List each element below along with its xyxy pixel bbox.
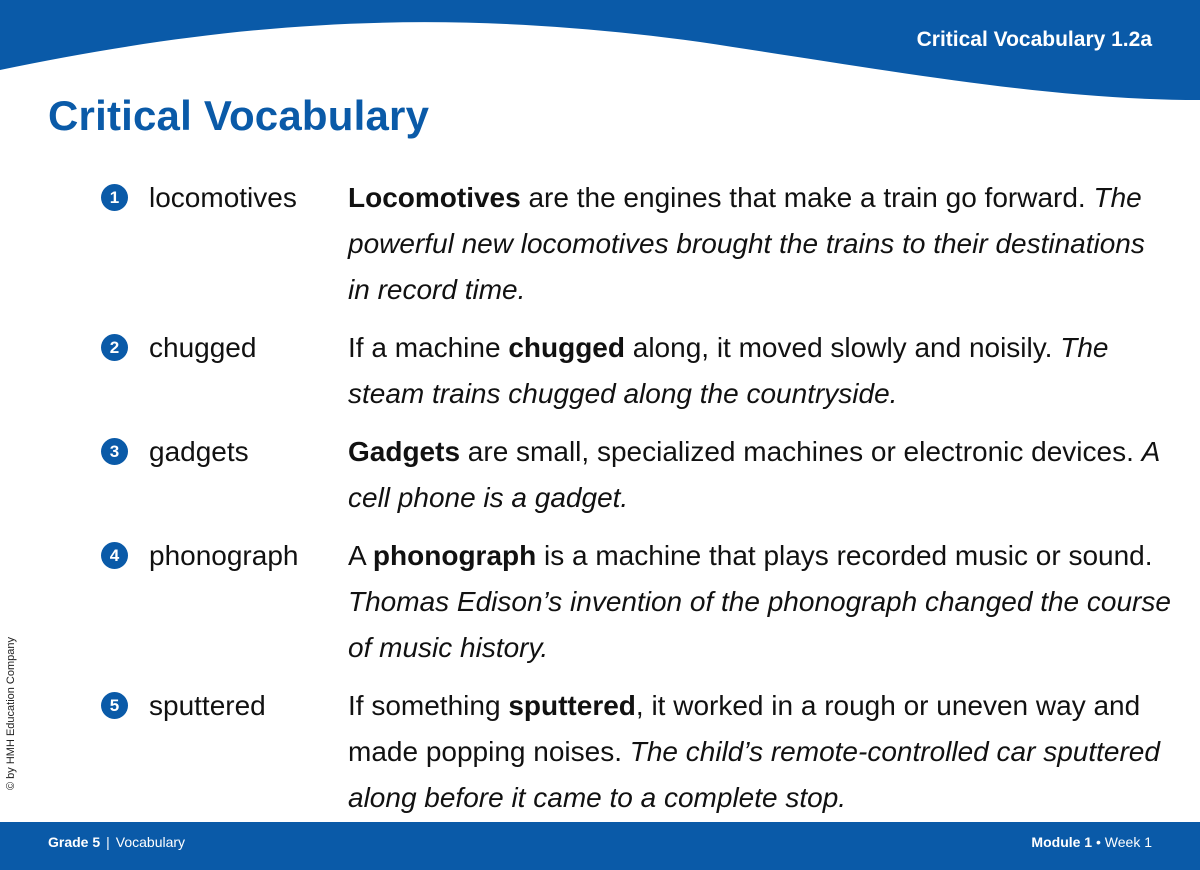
entry-number-badge: 3 [101, 438, 128, 465]
vocab-entry [101, 683, 1171, 821]
entry-number-badge: 2 [101, 334, 128, 361]
definition-text: , it worked in a rough or uneven way and made popping noises. [348, 690, 1141, 767]
header-label: Critical Vocabulary 1.2a [916, 28, 1152, 51]
footer-module: Module 1 [1031, 834, 1093, 850]
definition-text: are the engines that make a train go forward. [520, 182, 1094, 213]
footer-bullet: • [1095, 834, 1101, 850]
example-sentence: The powerful new locomotives brought the trains to their destinations in record time. [348, 182, 1145, 305]
vocab-term: chugged [149, 332, 257, 363]
vocab-entry [101, 325, 1171, 417]
vocab-definition [348, 175, 1171, 313]
vocab-term: locomotives [149, 182, 297, 213]
vocab-term: phonograph [149, 540, 299, 571]
definition-text: is a machine that plays recorded music or sound. [536, 540, 1153, 571]
definition-text: If something [348, 690, 509, 721]
definition-keyword: chugged [508, 332, 625, 363]
footer-week: Week 1 [1104, 834, 1152, 850]
definition-keyword: sputtered [508, 690, 636, 721]
example-sentence: The steam trains chugged along the countryside. [348, 332, 1109, 409]
footer-right [1031, 834, 1152, 850]
entry-number-badge: 5 [101, 692, 128, 719]
definition-text: are small, specialized machines or electronic devices. [460, 436, 1142, 467]
vocab-definition [348, 429, 1171, 521]
vocabulary-list [101, 175, 1171, 833]
vocab-entry [101, 175, 1171, 313]
definition-keyword: Locomotives [348, 182, 521, 213]
footer-subject: Vocabulary [115, 834, 186, 850]
vocab-definition [348, 533, 1171, 671]
vocab-definition [348, 683, 1171, 821]
entry-number-badge: 1 [101, 184, 128, 211]
footer-left [48, 834, 185, 850]
footer-separator: | [106, 834, 110, 850]
entry-number-badge: 4 [101, 542, 128, 569]
vocab-entry [101, 533, 1171, 671]
footer-bar [0, 822, 1200, 870]
definition-text: A [348, 540, 373, 571]
vocab-definition [348, 325, 1171, 417]
vocab-term: gadgets [149, 436, 249, 467]
vocab-entry [101, 429, 1171, 521]
page-title: Critical Vocabulary [48, 92, 430, 139]
definition-text: along, it moved slowly and noisily. [624, 332, 1061, 363]
definition-keyword: phonograph [372, 540, 537, 571]
definition-text: If a machine [348, 332, 509, 363]
example-sentence: A cell phone is a gadget. [348, 436, 1160, 513]
footer-grade: Grade 5 [48, 834, 101, 850]
vocab-term: sputtered [149, 690, 266, 721]
example-sentence: The child’s remote-controlled car sputtered along before it came to a complete stop. [348, 736, 1160, 813]
example-sentence: Thomas Edison’s invention of the phonograph changed the course of music history. [348, 586, 1171, 663]
copyright-notice: © by HMH Education Company [5, 636, 17, 790]
definition-keyword: Gadgets [348, 436, 461, 467]
